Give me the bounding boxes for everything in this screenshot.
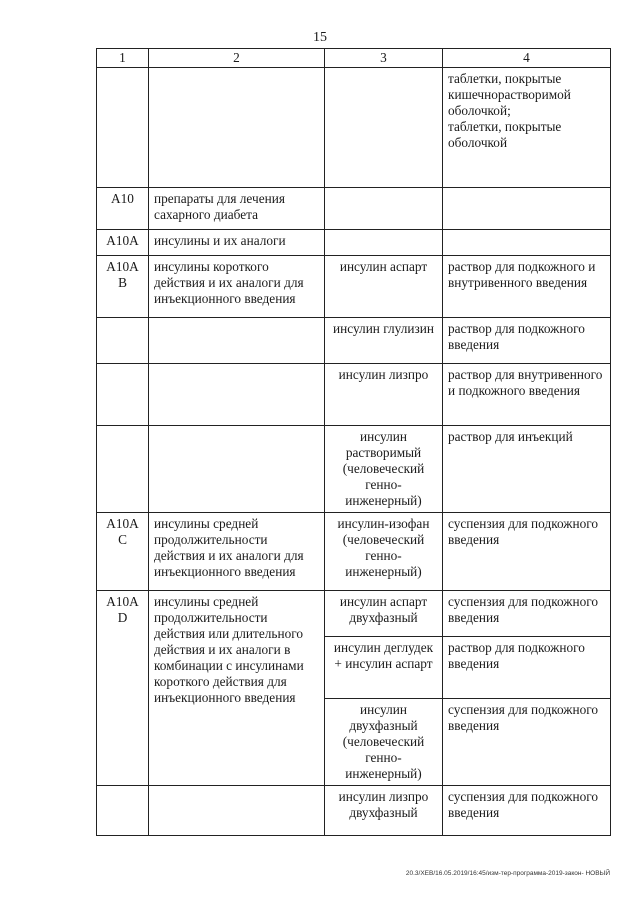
inn-cell: [325, 68, 443, 188]
inn-cell: инсулин лизпро: [325, 364, 443, 426]
atc-code-cell: A10AB: [97, 256, 149, 318]
dosage-form-cell: суспензия для подкожного введения: [443, 786, 611, 836]
atc-code-cell: [97, 68, 149, 188]
group-name-cell: препараты для лечения сахарного диабета: [149, 188, 325, 230]
inn-cell: инсулин лизпро двухфазный: [325, 786, 443, 836]
group-name-cell: [149, 786, 325, 836]
header-row: [97, 49, 611, 68]
inn-cell: инсулин-изофан (человеческий генно-инженерный): [325, 513, 443, 591]
atc-code-cell: A10: [97, 188, 149, 230]
inn-cell: инсулин глулизин: [325, 318, 443, 364]
inn-cell: инсулин растворимый (человеческий генно-инженерный): [325, 426, 443, 513]
group-name-cell: [149, 426, 325, 513]
table-row: [97, 364, 611, 426]
dosage-form-cell: суспензия для подкожного введения: [443, 513, 611, 591]
table-row: [97, 426, 611, 513]
group-name-cell: инсулины короткого действия и их аналоги для инъекционного введения: [149, 256, 325, 318]
group-name-cell: инсулины средней продолжительности действия и их аналоги для инъекционного введения: [149, 513, 325, 591]
dosage-form-cell: [443, 188, 611, 230]
atc-code-cell: A10AC: [97, 513, 149, 591]
table-row: [97, 230, 611, 256]
column-header: 3: [325, 49, 443, 68]
inn-cell: инсулин аспарт: [325, 256, 443, 318]
dosage-form-cell: [443, 230, 611, 256]
atc-code-cell: [97, 318, 149, 364]
table-row: [97, 256, 611, 318]
inn-cell: [325, 230, 443, 256]
inn-cell: [325, 188, 443, 230]
dosage-form-cell: суспензия для подкожного введения: [443, 699, 611, 786]
inn-cell: инсулин двухфазный (человеческий генно-инженерный): [325, 699, 443, 786]
atc-code-cell: [97, 364, 149, 426]
atc-code-cell: [97, 786, 149, 836]
inn-cell: инсулин деглудек + инсулин аспарт: [325, 637, 443, 699]
column-header: 4: [443, 49, 611, 68]
drug-table: [96, 48, 611, 836]
table-row: [97, 188, 611, 230]
document-footer-code: 20.3/ХЕВ/16.05.2019/16:45/изм-тер-программа-2019-закон- НОВЫЙ: [405, 870, 610, 877]
group-name-cell: [149, 364, 325, 426]
page-number: 15: [313, 30, 327, 45]
group-name-cell: [149, 68, 325, 188]
group-name-cell: инсулины и их аналоги: [149, 230, 325, 256]
dosage-form-cell: раствор для инъекций: [443, 426, 611, 513]
dosage-form-cell: раствор для подкожного введения: [443, 637, 611, 699]
dosage-form-cell: суспензия для подкожного введения: [443, 591, 611, 637]
column-header: 2: [149, 49, 325, 68]
column-header: 1: [97, 49, 149, 68]
table-row: [97, 786, 611, 836]
atc-code-cell: [97, 426, 149, 513]
table-row: [97, 68, 611, 188]
group-name-cell: [149, 318, 325, 364]
table-row: [97, 513, 611, 591]
atc-code-cell: A10AD: [97, 591, 149, 786]
inn-cell: инсулин аспарт двухфазный: [325, 591, 443, 637]
dosage-form-cell: таблетки, покрытые кишечнорастворимой оболочкой; таблетки, покрытые оболочкой: [443, 68, 611, 188]
atc-code-cell: A10A: [97, 230, 149, 256]
table-row: [97, 591, 611, 637]
table-row: [97, 318, 611, 364]
dosage-form-cell: раствор для подкожного и внутривенного введения: [443, 256, 611, 318]
dosage-form-cell: раствор для внутривенного и подкожного введения: [443, 364, 611, 426]
dosage-form-cell: раствор для подкожного введения: [443, 318, 611, 364]
group-name-cell: инсулины средней продолжительности действия или длительного действия и их аналоги в комбинации с инсулинами короткого действия для инъекционного введения: [149, 591, 325, 786]
